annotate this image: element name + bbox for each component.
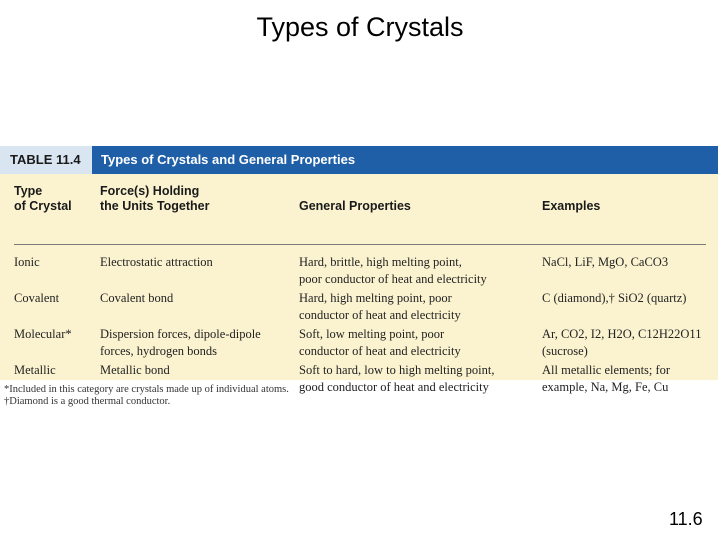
header-properties: General Properties: [299, 199, 411, 213]
row-molecular-forces-line-2: forces, hydrogen bonds: [100, 344, 217, 358]
row-metallic-type: Metallic: [14, 363, 56, 377]
row-ionic-properties-line-2: poor conductor of heat and electricity: [299, 272, 487, 286]
row-ionic-forces: [100, 254, 213, 271]
row-ionic-examples: [542, 254, 668, 271]
row-metallic-forces: [100, 362, 170, 379]
row-covalent-examples: [542, 290, 686, 307]
row-metallic-properties-line-1: Soft to hard, low to high melting point,: [299, 363, 495, 377]
row-ionic-properties: [299, 254, 487, 288]
row-covalent-examples-line-1: C (diamond),† SiO2 (quartz): [542, 291, 687, 305]
row-metallic-forces-line-1: Metallic bond: [100, 363, 170, 377]
row-covalent-forces: [100, 290, 173, 307]
row-ionic-forces-line-1: Electrostatic attraction: [100, 255, 213, 269]
row-molecular-examples: [542, 326, 701, 360]
header-type: [14, 184, 72, 214]
row-covalent-properties-line-1: Hard, high melting point, poor: [299, 291, 452, 305]
header-type-line-2: of Crystal: [14, 199, 72, 213]
header-forces: [100, 184, 210, 214]
footnote-diamond: †Diamond is a good thermal conductor.: [4, 396, 171, 407]
row-molecular-type: Molecular*: [14, 327, 72, 341]
header-forces-line-2: the Units Together: [100, 199, 210, 213]
header-type-line-1: Type: [14, 184, 43, 198]
row-metallic-properties-line-2: good conductor of heat and electricity: [299, 380, 489, 394]
row-metallic-examples: [542, 362, 670, 396]
row-ionic-type: Ionic: [14, 255, 40, 269]
row-covalent-properties: [299, 290, 461, 324]
slide-title: Types of Crystals: [256, 12, 464, 42]
table-caption: Types of Crystals and General Properties: [101, 152, 356, 167]
row-metallic-properties: [299, 362, 494, 396]
table-footnotes: [4, 384, 289, 408]
row-metallic-examples-line-2: example, Na, Mg, Fe, Cu: [542, 380, 669, 394]
row-metallic-examples-line-1: All metallic elements; for: [542, 363, 671, 377]
row-molecular-examples-line-2: (sucrose): [542, 344, 588, 358]
row-molecular-forces-line-1: Dispersion forces, dipole-dipole: [100, 327, 261, 341]
row-covalent-properties-line-2: conductor of heat and electricity: [299, 308, 461, 322]
slide-number: 11.6: [669, 509, 703, 529]
row-molecular-properties: [299, 326, 461, 360]
row-molecular-properties-line-1: Soft, low melting point, poor: [299, 327, 445, 341]
header-divider: [14, 244, 706, 245]
row-molecular-forces: [100, 326, 261, 360]
row-molecular-properties-line-2: conductor of heat and electricity: [299, 344, 461, 358]
header-examples: Examples: [542, 199, 601, 213]
row-molecular-examples-line-1: Ar, CO2, I2, H2O, C12H22O11: [542, 327, 702, 341]
row-covalent-type: Covalent: [14, 291, 60, 305]
header-forces-line-1: Force(s) Holding: [100, 184, 200, 198]
row-covalent-forces-line-1: Covalent bond: [100, 291, 174, 305]
footnote-molecular: *Included in this category are crystals made up of individual atoms.: [4, 384, 289, 395]
row-ionic-examples-line-1: NaCl, LiF, MgO, CaCO3: [542, 255, 669, 269]
row-ionic-properties-line-1: Hard, brittle, high melting point,: [299, 255, 462, 269]
table-number: TABLE 11.4: [0, 146, 92, 174]
table-caption-bar: [0, 146, 718, 174]
